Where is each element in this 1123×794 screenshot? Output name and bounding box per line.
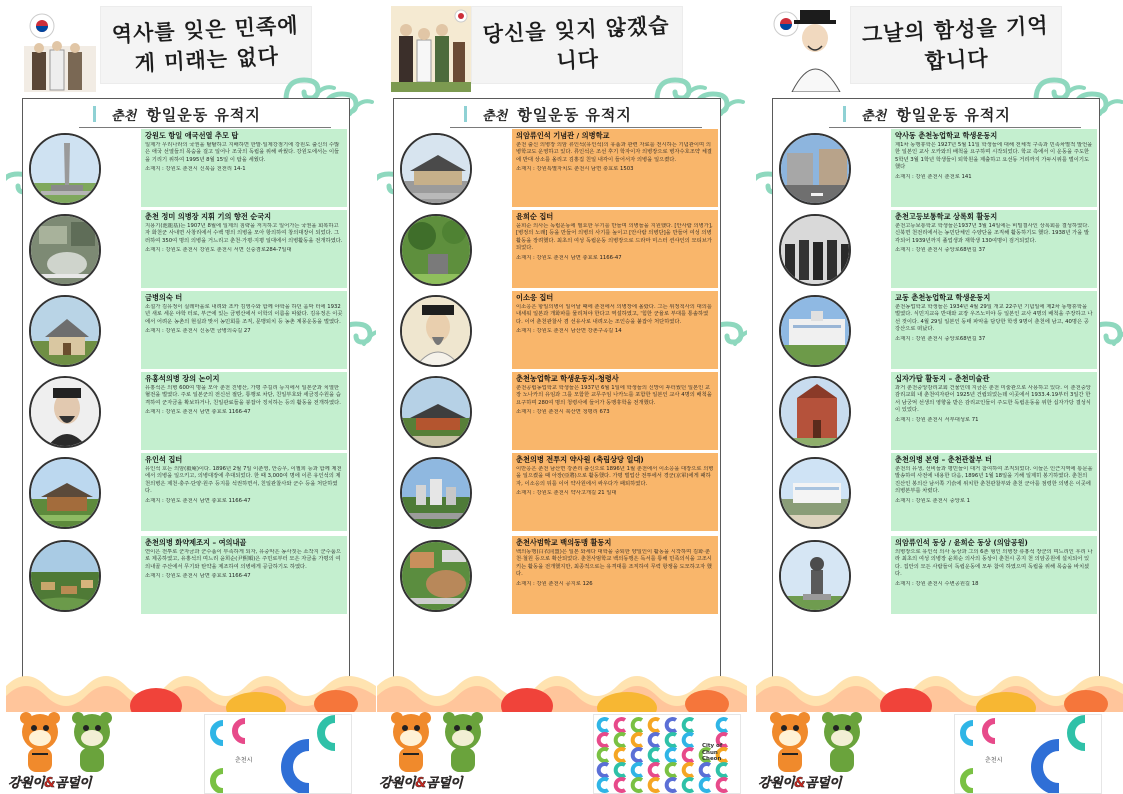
- site-info-box: [141, 129, 347, 207]
- title-divider: [829, 127, 1081, 128]
- site-title: 춘천의병 본영 – 춘천관찰부 터: [895, 455, 992, 464]
- site-entry: [29, 129, 347, 207]
- site-info-box: [141, 372, 347, 450]
- site-entry: [400, 210, 718, 288]
- address-prefix: 소재지 :: [895, 416, 914, 423]
- site-info-box: [512, 372, 718, 450]
- slogan-calligraphy: [471, 6, 683, 84]
- site-entry: [29, 453, 347, 531]
- site-title: 강원도 항일 애국선열 추모 탑: [145, 131, 239, 140]
- site-info-box: [512, 129, 718, 207]
- section-city: 춘천: [482, 108, 508, 124]
- section-heading: 항일운동 유적지: [517, 105, 632, 124]
- site-info-box: [512, 210, 718, 288]
- site-photo: [29, 457, 101, 529]
- address-value: 강원도 춘천시 중앙로 1: [915, 497, 970, 504]
- site-title: 의암류인석 기념관 / 의병학교: [516, 131, 610, 140]
- site-description: 윤희순 의사는 독립운동에 필요한 무기를 만들며 의병들을 지원했다. [안사람 의병가], [병정의 노래] 등을 만들어 의병의 사기를 높이고 [안사람 의병단]을 만들어 여성 의병 활동을 장려했다. 최초의 여성 독립운동 의병장으로 드라마 미스터 션샤인의 모티브가 되었다.: [516, 223, 713, 252]
- site-address: [516, 409, 714, 416]
- address-value: 강원도 춘천시 신동면 금병의숙길 27: [165, 328, 251, 335]
- site-address: [895, 498, 1093, 505]
- site-address: [145, 498, 343, 505]
- bottom-wave-decoration: [6, 660, 376, 712]
- site-address: [145, 247, 343, 254]
- site-title: 윤희순 집터: [516, 212, 554, 221]
- site-address: [516, 328, 714, 335]
- address-value: 강원도 춘천시 남면 충효로 1166-47: [165, 409, 251, 416]
- address-prefix: 소재지 :: [895, 580, 914, 587]
- address-prefix: 소재지 :: [516, 580, 535, 587]
- header-illustration: [770, 6, 850, 92]
- city-logo-card: [593, 714, 741, 794]
- site-address: [516, 581, 714, 588]
- site-title: 춘천농업학교 학생운동지-청령사: [516, 374, 619, 383]
- section-heading: 항일운동 유적지: [146, 105, 261, 124]
- bottom-wave-decoration: [377, 660, 747, 712]
- poster-panel-2: [377, 0, 747, 794]
- address-prefix: 소재지 :: [145, 328, 164, 335]
- address-prefix: 소재지 :: [516, 490, 535, 497]
- site-photo: [400, 295, 472, 367]
- header-illustration: [20, 6, 100, 92]
- site-title: 춘천의병 전투지 약사원 (축림상당 일대): [516, 455, 644, 464]
- city-logo-ko: 춘천시: [985, 757, 1003, 764]
- site-info-box: [512, 291, 718, 369]
- site-title: 금병의숙 터: [145, 293, 183, 302]
- bottom-wave-decoration: [756, 660, 1123, 712]
- address-value: 강원 춘천시 북산면 청평리 673: [536, 409, 610, 416]
- site-description: 춘천 출신 의병장 의암 류인석(유인석)의 유품과 관련 자료를 전시하는 기념관이며 의병학교도 운영하고 있다. 류인석은 조선 후기 학자이자 의병장으로 병자수호조약 체결에 반대 상소를 올리고 김홍집 친일 내각이 들어서자 의병을 일으켰다.: [516, 142, 712, 163]
- site-description: 소설가 김유정이 실레마을로 내려와 조카 김영수와 함께 야학을 하던 움막 터에 1932년 새로 세운 야학 터로, 부근에 있는 금병산에서 이학의 이름을 따왔다. 김유정은 이곳에서 어려운 농촌의 현실과 맞서 농민회를 조직, 문맹퇴치 등 농촌 계몽운동을 벌였다.: [145, 304, 343, 325]
- address-value: 강원 춘천시 중앙로68번길 37: [915, 247, 986, 254]
- site-description: 백의동맹(白衣同盟)은 일본 와세다 대학을 중퇴한 양일인이 활동을 시작하며 김화·춘천·철원 등으로 확산되었다. 춘천사범학교 백의동맹은 독서를 통해 민족의식을 고조시키는 활동을 전개했지만, 최종적으로는 유격대를 조직하여 무력 항쟁을 도모하고자 했다.: [516, 549, 712, 578]
- address-prefix: 소재지 :: [145, 247, 164, 254]
- mascot-label: 강원이&곰덜이: [379, 776, 463, 791]
- site-entry: [29, 210, 347, 288]
- section-title: [23, 102, 349, 126]
- address-prefix: 소재지 :: [895, 173, 914, 180]
- address-prefix: 소재지 :: [145, 497, 164, 504]
- site-description: 유인석 호는 의암(毅庵)이다. 1896년 2월 7일 이춘영, 안승우, 이필희 등과 함께 제천에서 의병을 일으키고, 의병대장에 추대되었다. 한 때 3,000여 명에 이른 유인석의 제천의병은 제천·충주·단양·원주 등지를 석권하면서, 친일관찰사와 군수 등을 처단하였다.: [145, 466, 342, 495]
- address-value: 강원특별자치도 춘천시 남면 충효로 1503: [536, 166, 634, 173]
- site-entry: [400, 129, 718, 207]
- city-logo-ko: 춘천시: [235, 757, 253, 764]
- city-logo-card: [954, 714, 1102, 794]
- site-info-box: [891, 291, 1097, 369]
- address-value: 강원도 춘천시 남면 충효로 1166-47: [536, 254, 622, 261]
- site-photo: [400, 540, 472, 612]
- address-value: 강원도 춘천시 남산면 강촌구곡길 14: [536, 328, 622, 335]
- site-address: [895, 417, 1093, 424]
- site-description: 이만응은 춘천 남산면 강촌리 출신으로 1896년 1월 춘천에서 이소응을 대장으로 의병을 일으켰을 때 아장(亞將)으로 활동했다. 가평 벌업산 전투에서 경군(京軍)에게 패하자, 이소응의 뒤를 이어 약사원에서 싸우다가 패퇴하였다.: [516, 466, 714, 487]
- address-prefix: 소재지 :: [145, 409, 164, 416]
- site-photo: [400, 376, 472, 448]
- site-title: 교동 춘천농업학교 학생운동지: [895, 293, 991, 302]
- site-title: 춘천 정미 의병장 지휘 기의 향전 순국지: [145, 212, 272, 221]
- address-value: 강원도 춘천시 강원도 춘천시 서면 신숭겸로284-7일대: [165, 247, 292, 254]
- address-value: 강원 춘천시 서부대성로 71: [915, 416, 979, 423]
- site-photo: [779, 376, 851, 448]
- section-title: [394, 102, 720, 126]
- site-description: 과거 춘천중앙감리교회 건물인데 지금은 춘천 미술관으로 사용하고 있다. 이 춘천중앙감리교회 내 춘천여자관이 1925년 건립되었는데 이곳에서 1933.4.19부터 3일간 한서 남궁억 선생의 영향을 받은 감리교인들이 주도한 독립운동을 위한 십자가당 결성식이 있었다.: [895, 385, 1091, 414]
- site-address: [895, 174, 1093, 181]
- site-description: 춘천의 유생, 선비들과 평민들이 대거 참여하여 조직되었다. 이들은 인근지역에 통문을 발송하여 사전에 내용한 다음, 1896년 1월 18일을 기해 일제히 봉기하였다. 춘천의 진산인 봉의산 남서쪽 기슭에 위치한 춘천관찰부와 춘천 군아를 점령한 의병은 이곳에 의병본부를 차렸다.: [895, 466, 1093, 495]
- site-description: 일제가 우리나라의 국권을 탈탈하고 지배하면 한말·일제강점기에 강원도 출신의 수많은 애국 선열들의 목숨을 걸고 일어나 조국의 독립을 위해 싸웠다. 강원도에서는 이들을 기리기 위하여 1995년 8월 15일 이 탑을 세웠다.: [145, 142, 340, 163]
- site-info-box: [141, 453, 347, 531]
- section-city: 춘천: [861, 108, 887, 124]
- address-prefix: 소재지 :: [895, 247, 914, 254]
- site-entry: [29, 372, 347, 450]
- site-photo: [779, 295, 851, 367]
- site-entry: [29, 291, 347, 369]
- title-divider: [450, 127, 702, 128]
- site-address: [145, 166, 343, 173]
- poster-panel-3: [756, 0, 1123, 794]
- site-title: 유인석 집터: [145, 455, 183, 464]
- mascot-label: 강원이&곰덜이: [758, 776, 842, 791]
- site-title: 춘천사범학교 백의동맹 활동지: [516, 538, 612, 547]
- slogan-text: 역사를 잊은 민족에게 미래는 없다: [111, 12, 300, 76]
- section-heading: 항일운동 유적지: [896, 105, 1011, 124]
- site-address: [516, 166, 714, 173]
- site-title: 의암류인석 동상 / 윤희순 동상 (의암공원): [895, 538, 1028, 547]
- slogan-text: 그날의 함성을 기억합니다: [861, 12, 1050, 74]
- address-value: 강원 춘천시 공지로 126: [536, 580, 593, 587]
- site-entry: [779, 210, 1097, 288]
- site-address: [145, 573, 343, 580]
- site-address: [516, 255, 714, 262]
- address-prefix: 소재지 :: [895, 497, 914, 504]
- site-info-box: [512, 453, 718, 531]
- site-description: 춘천공립농업학교 학생들은 1937년 6월 1일에 학생들의 신망이 두터웠던 일본인 교장 노나카의 유임과 그를 모함한 교무주임 나카노를 포함한 일본인 교사 4명의 배척을 요구하며 280여 명의 청령사에 들어가 동맹휴학을 전개했다.: [516, 385, 712, 406]
- address-value: 강원 춘천시 중앙로68번길 37: [915, 335, 986, 342]
- mascot-label: 강원이&곰덜이: [8, 776, 92, 791]
- site-info-box: [891, 453, 1097, 531]
- title-accent-bar: [93, 106, 96, 122]
- site-entry: [400, 536, 718, 614]
- slogan-calligraphy: [100, 6, 312, 84]
- site-description: 의병장으로 유인석 의사 동상과 그의 6촌 형인 의병장 류홍석 장군의 며느리인 우리 나라 최초의 여성 의병장 윤희순 의사의 동상이 춘천시 공지 천 의암공원에 설치되어 있다. 집안의 모든 사람들이 독립운동에 모두 참여 하였으며 독립을 위해 목숨을 바치셨다.: [895, 549, 1093, 578]
- site-photo: [779, 540, 851, 612]
- content-frame: [772, 98, 1100, 678]
- header-illustration: [391, 6, 471, 92]
- site-title: 이소응 집터: [516, 293, 554, 302]
- title-accent-bar: [843, 106, 846, 122]
- address-prefix: 소재지 :: [145, 166, 164, 173]
- address-value: 강원도 춘천시 남면 충효로 1166-47: [165, 497, 251, 504]
- site-description: 유홍석은 의병 600여 명을 모아 춘천 진병산, 가평 주길리 등지에서 일본군과 치열한 혈전을 벌였다. 주로 일본군의 전신선 절단, 통행로 차단, 친일부호와 세금징수원을 습격하여 군자금을 확보하거나, 친일관료들을 붕잡아 징치하는 등의 활동을 전개하였다.: [145, 385, 341, 406]
- site-title: 십자가탑 활동지 – 춘천미술관: [895, 374, 990, 383]
- site-address: [895, 336, 1093, 343]
- site-description: 연이은 전투로 군자금과 군수품이 부족하게 되자, 유중악은 농사짓는 소작지 군수품으로 제공하였고, 유홍석의 며느리 윤희순(尹熙順)은 주민로부터 모은 자금을 가평의 여의내골 주산에서 무기와 탄약을 제조하여 의병에게 공급하기도 하였다.: [145, 549, 341, 570]
- site-entry: [779, 291, 1097, 369]
- site-info-box: [141, 536, 347, 614]
- site-title: 춘천의병 화약제조지 – 여의내골: [145, 538, 247, 547]
- site-title: 약사동 춘천농업학교 학생운동지: [895, 131, 998, 140]
- site-entry: [779, 536, 1097, 614]
- poster-panel-1: [6, 0, 376, 794]
- site-photo: [29, 295, 101, 367]
- address-value: 강원도 춘천시 신북읍 천전리 14-1: [165, 166, 246, 173]
- site-info-box: [141, 291, 347, 369]
- address-prefix: 소재지 :: [895, 335, 914, 342]
- site-info-box: [891, 210, 1097, 288]
- title-accent-bar: [464, 106, 467, 122]
- site-description: 춘천농업학교 학생들은 1934년 4월 29일 개교 22주년 기념일에 제2차 동맹휴학을 벌였다. 식민지교육 반대와 교장 우즈노미야 등 일본인 교사 4명의 배척을 주장하고 나선 것이다. 4월 29일 일본인 동태 파악을 담당한 학생 9명이 춘천에 남고, 40명은 공강산으로 떠났다.: [895, 304, 1093, 333]
- site-photo: [400, 457, 472, 529]
- site-entry: [779, 129, 1097, 207]
- site-info-box: [141, 210, 347, 288]
- site-entry: [400, 453, 718, 531]
- address-prefix: 소재지 :: [145, 573, 164, 580]
- site-address: [145, 328, 343, 335]
- site-photo: [779, 214, 851, 286]
- site-title: 유홍석의병 장의 논이지: [145, 374, 220, 383]
- slogan-calligraphy: [850, 6, 1062, 84]
- content-frame: [22, 98, 350, 678]
- site-address: [895, 247, 1093, 254]
- section-city: 춘천: [111, 108, 137, 124]
- site-info-box: [512, 536, 718, 614]
- site-description: 이소응은 항일의병이 일어날 때에 춘천에서 의병장에 올랐다. 그는 위정척사의 대의를 내세워 일본과 개화파를 물리쳐야 한다고 역설하였고, '힘한 군율로 부대를 통솔하였다. 이어 춘천관찰사 겸 선유사로 내려오는 조인승을 붙잡아 처단하였다.: [516, 304, 712, 325]
- address-value: 강원도 춘천시 남면 충효로 1166-47: [165, 573, 251, 580]
- site-address: [895, 581, 1093, 588]
- site-entry: [29, 536, 347, 614]
- site-photo: [400, 133, 472, 205]
- site-address: [516, 490, 714, 497]
- site-description: 지용기(池龍基)는 1907년 8월에 일제의 침략을 저지하고 일어가는 국권을 회복하고자 화천군 사내면 사창리에서 수백 명의 의병을 모아 항의하여 창의대장이 되었다. 그러하여 350여 명의 의병을 거느리고 춘천·가평·지평 일대에서 의병활동을 전개하였다.: [145, 223, 343, 244]
- site-address: [145, 409, 343, 416]
- site-info-box: [891, 372, 1097, 450]
- site-info-box: [891, 129, 1097, 207]
- address-prefix: 소재지 :: [516, 166, 535, 173]
- address-prefix: 소재지 :: [516, 254, 535, 261]
- address-value: 강원 춘천시 춘천로 141: [915, 173, 972, 180]
- address-value: 강원 춘천시 수변공원길 18: [915, 580, 979, 587]
- site-entry: [779, 453, 1097, 531]
- site-photo: [400, 214, 472, 286]
- address-value: 강원도 춘천시 약사고개길 21 일대: [536, 490, 617, 497]
- site-photo: [779, 133, 851, 205]
- site-description: 제1차 동맹휴학은 1927년 5월 11일 학생들에 대해 전체적 구속과 민족차별적 발언을 한 일본인 교사 오카와의 배척을 요구하며 시작되었다. 학교 측에서 이 운동을 주도한 5학년 3월 1학년 학생들이 퇴학원을 제출하고 요선동 거리까지 가두시위를 벌이기도 했다: [895, 142, 1093, 171]
- address-prefix: 소재지 :: [516, 409, 535, 416]
- site-photo: [29, 376, 101, 448]
- address-prefix: 소재지 :: [516, 328, 535, 335]
- slogan-text: 당신을 잊지 않겠습니다: [482, 12, 671, 74]
- site-photo: [29, 214, 101, 286]
- site-entry: [400, 372, 718, 450]
- site-photo: [29, 540, 101, 612]
- site-info-box: [891, 536, 1097, 614]
- city-logo-card: [204, 714, 352, 794]
- site-description: 춘천고등보통학교 학생들은1937년 3월 14일에는 비밀결사인 상록회를 결성하였다. 신북면 천전리에서는 농민단체인 수양단을 조직해 활동하기도 했다. 1938년 가을 발각되어 1939년까지 졸업생과 재학생 130여명이 검거되었다.: [895, 223, 1090, 244]
- city-logo-en: City of Chun Cheon: [702, 743, 723, 762]
- content-frame: [393, 98, 721, 678]
- site-photo: [29, 133, 101, 205]
- site-entry: [400, 291, 718, 369]
- title-divider: [79, 127, 331, 128]
- site-photo: [779, 457, 851, 529]
- site-entry: [779, 372, 1097, 450]
- section-title: [773, 102, 1099, 126]
- site-title: 춘천고등보통학교 상록회 활동지: [895, 212, 998, 221]
